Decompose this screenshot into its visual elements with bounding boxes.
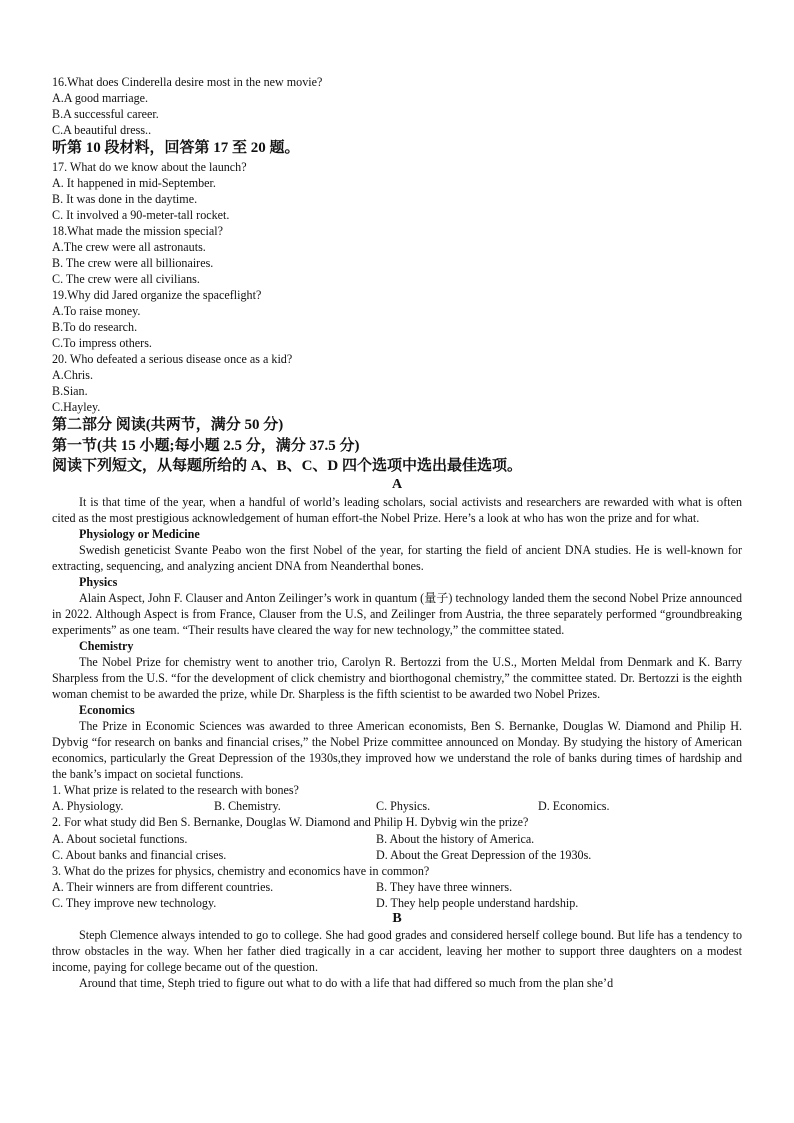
q17-option-c: C. It involved a 90-meter-tall rocket. [52, 207, 230, 222]
q20-option-a: A.Chris. [52, 368, 93, 383]
question-2-options-row1 [52, 831, 742, 847]
question-3-options-row2 [52, 895, 742, 911]
q2-option-b: B. About the history of America. [376, 831, 535, 846]
q19-option-c: C.To impress others. [52, 336, 152, 351]
q18-option-c: C. The crew were all civilians. [52, 272, 200, 287]
q18-option-a: A.The crew were all astronauts. [52, 239, 206, 254]
heading-physiology: Physiology or Medicine [79, 526, 200, 541]
question-16: 16.What does Cinderella desire most in the new movie? [52, 75, 323, 89]
paragraph-physiology: Swedish geneticist Svante Peabo won the first Nobel of the year, for starting the field of ancient DNA studies. He is well-known for extracting, sequencing, and analyzing ancient DNA from Neanderthal bones. [52, 542, 742, 573]
q16-option-a: A.A good marriage. [52, 91, 149, 106]
paragraph-economics: The Prize in Economic Sciences was awarded to three American economists, Ben S. Bernanke, Douglas W. Diamond and Philip H. Dybvig “for research on banks and financial crises,” the Nobel Prize committee announced on Monday. By studying the history of American economics, particularly the Great Depression of the 1930s,they improved how we understand the role of banks during times of hardship and the bank’s impact on societal functions. [52, 719, 742, 782]
reading-section-title: 第一节(共 15 小题;每小题 2.5 分，满分 37.5 分) [52, 437, 360, 454]
question-2-options-row2 [52, 847, 742, 863]
question-2: 2. For what study did Ben S. Bernanke, Douglas W. Diamond and Philip H. Dybvig win the prize? [52, 815, 529, 830]
q2-option-a: A. About societal functions. [52, 831, 188, 846]
listening-section-header: 听第 10 段材料，回答第 17 至 20 题。 [52, 140, 300, 157]
question-19: 19.Why did Jared organize the spaceflight? [52, 288, 262, 303]
passage-a-intro: It is that time of the year, when a handful of world’s leading scholars, social activists and researchers are rewarded with what is often cited as the most prestigious acknowledgement of human effort-the Nobel Prize. Here’s a look at who has won the prize and for what. [52, 494, 742, 525]
reading-part-title: 第二部分 阅读(共两节，满分 50 分) [52, 417, 284, 434]
question-20: 20. Who defeated a serious disease once as a kid? [52, 352, 293, 367]
q20-option-c: C.Hayley. [52, 400, 101, 415]
question-18: 18.What made the mission special? [52, 223, 223, 238]
q1-option-a: A. Physiology. [52, 799, 124, 814]
q17-option-b: B. It was done in the daytime. [52, 191, 198, 206]
q16-option-c: C.A beautiful dress.. [52, 123, 152, 138]
passage-b-paragraph-2: Around that time, Steph tried to figure out what to do with a life that had differed so much from the plan she’d [79, 976, 614, 991]
passage-a-label: A [391, 476, 403, 492]
question-3-options-row1 [52, 879, 742, 895]
q18-option-b: B. The crew were all billionaires. [52, 255, 214, 270]
passage-b-paragraph-1: Steph Clemence always intended to go to college. She had good grades and considered herself college bound. But life has a tendency to throw obstacles in the way. When her father died tragically in a car accident, leaving her mother to support three daughters on a modest income, paying for college became out of the question. [52, 928, 742, 975]
q3-option-b: B. They have three winners. [376, 879, 513, 894]
q17-option-a: A. It happened in mid-September. [52, 175, 216, 190]
q20-option-b: B.Sian. [52, 384, 88, 399]
question-3: 3. What do the prizes for physics, chemistry and economics have in common? [52, 863, 430, 878]
heading-chemistry: Chemistry [79, 638, 134, 653]
heading-physics: Physics [79, 574, 118, 589]
q19-option-a: A.To raise money. [52, 304, 141, 319]
q2-option-d: D. About the Great Depression of the 1930s. [376, 847, 592, 862]
heading-economics: Economics [79, 703, 135, 718]
q1-option-d: D. Economics. [538, 799, 610, 814]
reading-instruction: 阅读下列短文，从每题所给的 A、B、C、D 四个选项中选出最佳选项。 [52, 458, 523, 475]
question-1-options [52, 798, 742, 814]
q3-option-a: A. Their winners are from different countries. [52, 879, 274, 894]
q16-option-b: B.A successful career. [52, 107, 159, 122]
paragraph-chemistry: The Nobel Prize for chemistry went to another trio, Carolyn R. Bertozzi from the U.S., Morten Meldal from Denmark and K. Barry Sharpless from the U.S. “for the development of click chemistry and biorthogonal chemistry,” the committee stated. Dr. Bertozzi is the eighth woman chemist to be awarded the prize, while Dr. Sharpless is the fifth scientist to be awarded two Nobel Prizes. [52, 655, 742, 702]
exam-page [52, 74, 742, 992]
paragraph-physics: Alain Aspect, John F. Clauser and Anton Zeilinger’s work in quantum (量子) technology landed them the second Nobel Prize announced in 2022. Although Aspect is from France, Clauser from the U.S, and Zeilinger from Austria, the three separately performed “groundbreaking experiments” as one team. “Their results have cleared the way for new technology,” the committee stated. [52, 590, 742, 637]
q3-option-c: C. They improve new technology. [52, 895, 217, 910]
q2-option-c: C. About banks and financial crises. [52, 847, 227, 862]
question-17: 17. What do we know about the launch? [52, 159, 247, 174]
passage-b-label: B [392, 910, 402, 926]
q1-option-b: B. Chemistry. [214, 799, 281, 814]
q3-option-d: D. They help people understand hardship. [376, 895, 579, 910]
question-1: 1. What prize is related to the research with bones? [52, 783, 299, 798]
q19-option-b: B.To do research. [52, 320, 138, 335]
q1-option-c: C. Physics. [376, 799, 431, 814]
